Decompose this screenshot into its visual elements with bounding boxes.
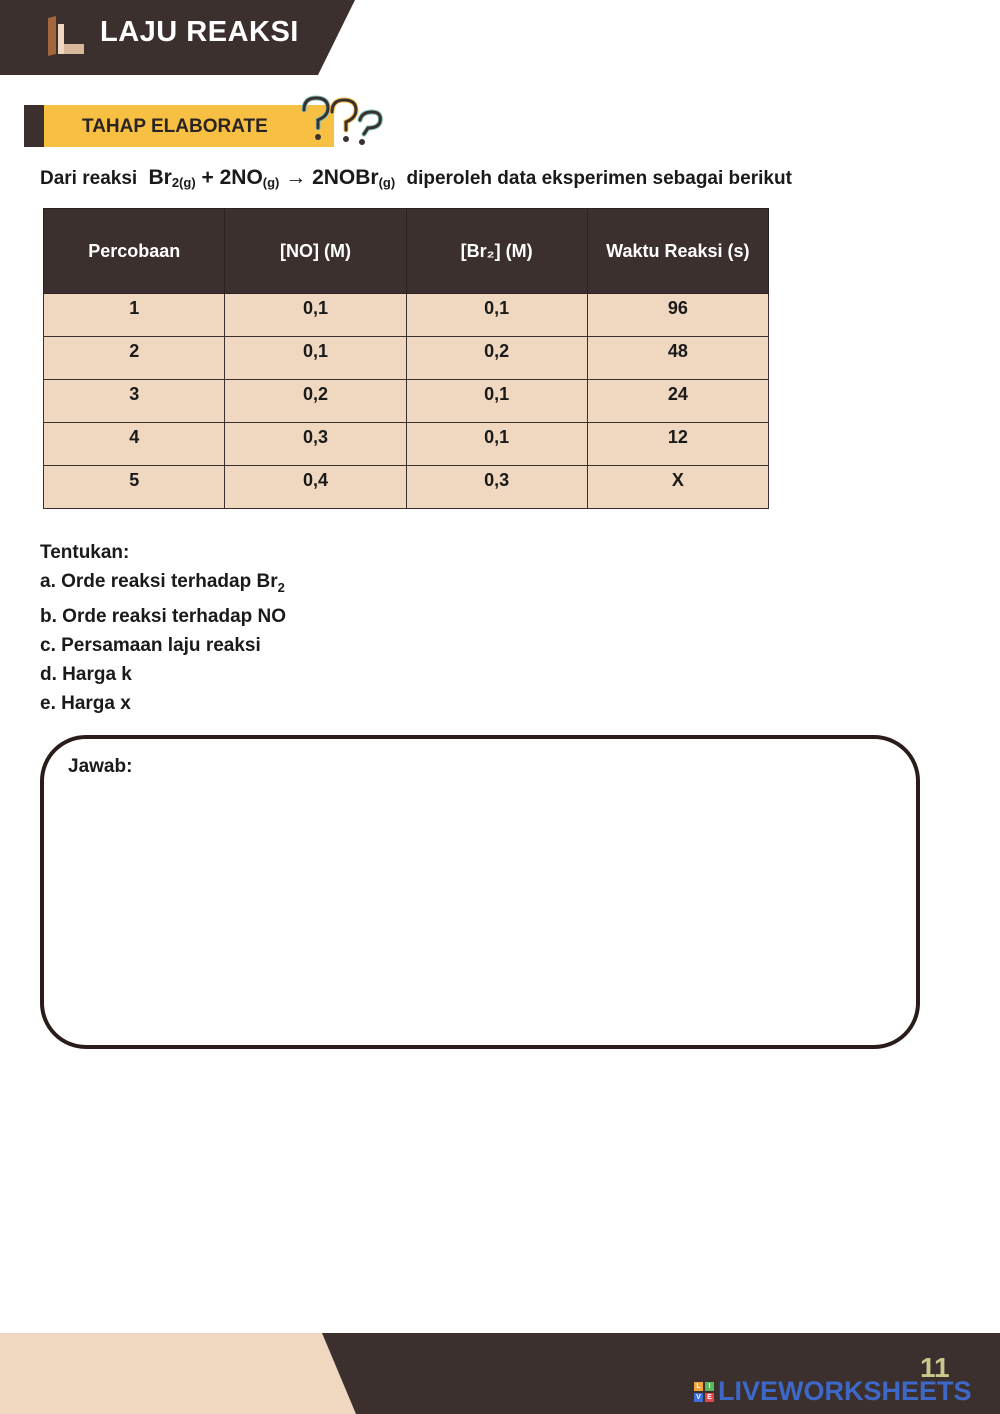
header-reaction-time: Waktu Reaksi (s) [587,209,768,294]
questions-heading: Tentukan: [40,542,130,563]
section-marker [24,105,44,147]
table-row [44,337,769,380]
table-cell: 24 [587,380,768,423]
table-cell: 0,1 [406,294,587,337]
nobr-subscript: (g) [378,175,396,190]
table-cell: 1 [44,294,225,337]
table-cell: 0,3 [225,423,406,466]
table-cell: 0,2 [225,380,406,423]
table-cell: 4 [44,423,225,466]
table-cell: 0,1 [225,294,406,337]
table-cell: 96 [587,294,768,337]
footer-left-band [0,1333,360,1414]
table-row [44,466,769,509]
liveworksheets-watermark [694,1376,972,1407]
question-marks-icon [298,94,388,150]
page-number: 11 [920,1352,950,1383]
question-d: d. Harga k [40,663,132,685]
question-a-subscript: 2 [277,579,285,595]
question-a-text: a. Orde reaksi terhadap Br [40,571,278,592]
table-row [44,423,769,466]
experiment-table [43,208,769,509]
question-c: c. Persamaan laju reaksi [40,634,261,656]
table-cell: 0,1 [225,337,406,380]
question-a [40,567,286,602]
intro-prefix: Dari reaksi [40,168,138,189]
question-b: b. Orde reaksi terhadap NO [40,605,287,627]
br2-subscript: 2(g) [171,175,196,190]
table-cell: 0,1 [406,423,587,466]
watermark-text: LIVEWORKSHEETS [718,1376,972,1406]
no-subscript: (g) [262,175,280,190]
book-logo-icon [44,16,88,56]
table-cell: 12 [587,423,768,466]
watermark-logo-icon: L I V E [694,1382,714,1402]
table-cell: 3 [44,380,225,423]
header-br2-concentration: [Br₂] (M) [406,209,587,294]
table-cell: 0,1 [406,380,587,423]
product-nobr: → 2NOBr [285,166,379,189]
table-row [44,294,769,337]
table-cell: 2 [44,337,225,380]
header-percobaan: Percobaan [44,209,225,294]
reactant-br2: Br [148,166,172,189]
answer-box[interactable] [40,735,920,1049]
table-cell: X [587,466,768,509]
header-no-concentration: [NO] (M) [225,209,406,294]
table-cell: 0,4 [225,466,406,509]
intro-suffix: diperoleh data eksperimen sebagai berikut [406,168,792,189]
question-e: e. Harga x [40,692,131,714]
section-label: TAHAP ELABORATE [82,116,268,137]
table-row [44,380,769,423]
answer-label: Jawab: [68,756,133,777]
table-cell: 0,2 [406,337,587,380]
reaction-equation [148,166,395,189]
table-header-row [44,209,769,294]
table-cell: 48 [587,337,768,380]
intro-sentence [40,166,792,190]
reactant-no: + 2NO [201,166,263,189]
page-title: LAJU REAKSI [100,16,299,48]
table-cell: 0,3 [406,466,587,509]
question-list [40,538,286,718]
table-cell: 5 [44,466,225,509]
